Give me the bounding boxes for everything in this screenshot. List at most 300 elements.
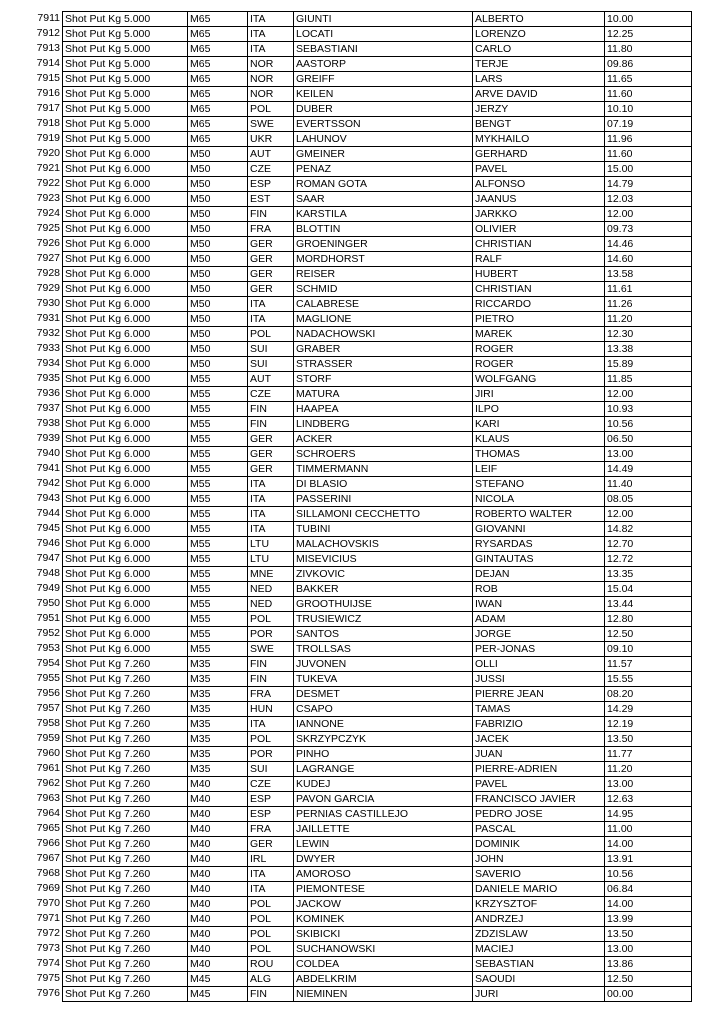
last-name-cell: KEILEN	[294, 87, 473, 102]
category-cell: M55	[188, 522, 248, 537]
category-cell: M55	[188, 477, 248, 492]
result-cell: 13.99	[605, 912, 692, 927]
last-name-cell: PENAZ	[294, 162, 473, 177]
table-row	[63, 657, 692, 672]
category-cell: M55	[188, 612, 248, 627]
category-cell: M35	[188, 672, 248, 687]
row-number: 7931	[36, 312, 60, 324]
result-cell: 14.95	[605, 807, 692, 822]
row-number: 7945	[36, 522, 60, 534]
last-name-cell: STORF	[294, 372, 473, 387]
row-number: 7969	[36, 882, 60, 894]
table-row	[63, 432, 692, 447]
nation-cell: POL	[248, 912, 294, 927]
row-number: 7924	[36, 207, 60, 219]
nation-cell: EST	[248, 192, 294, 207]
first-name-cell: JUAN	[473, 747, 605, 762]
result-cell: 14.82	[605, 522, 692, 537]
first-name-cell: ALFONSO	[473, 177, 605, 192]
nation-cell: FIN	[248, 207, 294, 222]
first-name-cell: KLAUS	[473, 432, 605, 447]
nation-cell: MNE	[248, 567, 294, 582]
result-cell: 10.10	[605, 102, 692, 117]
first-name-cell: STEFANO	[473, 477, 605, 492]
result-cell: 14.49	[605, 462, 692, 477]
table-row	[63, 642, 692, 657]
table-row	[63, 972, 692, 987]
nation-cell: FIN	[248, 672, 294, 687]
row-number: 7968	[36, 867, 60, 879]
event-cell: Shot Put Kg 6.000	[63, 432, 188, 447]
last-name-cell: GRABER	[294, 342, 473, 357]
category-cell: M55	[188, 597, 248, 612]
row-number-column	[0, 11, 62, 1001]
row-number: 7949	[36, 582, 60, 594]
event-cell: Shot Put Kg 7.260	[63, 687, 188, 702]
table-row	[63, 117, 692, 132]
nation-cell: GER	[248, 267, 294, 282]
event-cell: Shot Put Kg 6.000	[63, 342, 188, 357]
result-cell: 13.38	[605, 342, 692, 357]
last-name-cell: SKRZYPCZYK	[294, 732, 473, 747]
category-cell: M50	[188, 357, 248, 372]
event-cell: Shot Put Kg 7.260	[63, 807, 188, 822]
result-cell: 11.65	[605, 72, 692, 87]
nation-cell: ITA	[248, 12, 294, 27]
nation-cell: ESP	[248, 792, 294, 807]
last-name-cell: NIEMINEN	[294, 987, 473, 1002]
nation-cell: NOR	[248, 57, 294, 72]
nation-cell: CZE	[248, 162, 294, 177]
event-cell: Shot Put Kg 6.000	[63, 312, 188, 327]
nation-cell: GER	[248, 237, 294, 252]
nation-cell: IRL	[248, 852, 294, 867]
first-name-cell: WOLFGANG	[473, 372, 605, 387]
category-cell: M55	[188, 372, 248, 387]
last-name-cell: CALABRESE	[294, 297, 473, 312]
last-name-cell: LAGRANGE	[294, 762, 473, 777]
event-cell: Shot Put Kg 7.260	[63, 867, 188, 882]
result-cell: 12.00	[605, 387, 692, 402]
last-name-cell: SKIBICKI	[294, 927, 473, 942]
first-name-cell: TAMAS	[473, 702, 605, 717]
first-name-cell: RYSARDAS	[473, 537, 605, 552]
category-cell: M55	[188, 567, 248, 582]
first-name-cell: ANDRZEJ	[473, 912, 605, 927]
first-name-cell: SEBASTIAN	[473, 957, 605, 972]
first-name-cell: SAOUDI	[473, 972, 605, 987]
nation-cell: ITA	[248, 27, 294, 42]
table-row	[63, 312, 692, 327]
row-number: 7963	[36, 792, 60, 804]
event-cell: Shot Put Kg 6.000	[63, 447, 188, 462]
event-cell: Shot Put Kg 5.000	[63, 132, 188, 147]
category-cell: M55	[188, 582, 248, 597]
event-cell: Shot Put Kg 7.260	[63, 942, 188, 957]
result-cell: 12.80	[605, 612, 692, 627]
row-number: 7965	[36, 822, 60, 834]
event-cell: Shot Put Kg 6.000	[63, 552, 188, 567]
last-name-cell: GROENINGER	[294, 237, 473, 252]
category-cell: M65	[188, 87, 248, 102]
category-cell: M40	[188, 777, 248, 792]
last-name-cell: DUBER	[294, 102, 473, 117]
first-name-cell: RALF	[473, 252, 605, 267]
event-cell: Shot Put Kg 6.000	[63, 627, 188, 642]
row-number: 7939	[36, 432, 60, 444]
last-name-cell: DESMET	[294, 687, 473, 702]
first-name-cell: LORENZO	[473, 27, 605, 42]
table-row	[63, 867, 692, 882]
nation-cell: ITA	[248, 477, 294, 492]
nation-cell: ITA	[248, 42, 294, 57]
last-name-cell: LINDBERG	[294, 417, 473, 432]
last-name-cell: AMOROSO	[294, 867, 473, 882]
result-cell: 11.57	[605, 657, 692, 672]
row-number: 7917	[36, 102, 60, 114]
category-cell: M35	[188, 762, 248, 777]
result-cell: 13.00	[605, 942, 692, 957]
category-cell: M55	[188, 387, 248, 402]
nation-cell: LTU	[248, 552, 294, 567]
result-cell: 14.00	[605, 897, 692, 912]
first-name-cell: JIRI	[473, 387, 605, 402]
category-cell: M40	[188, 852, 248, 867]
row-number: 7955	[36, 672, 60, 684]
result-cell: 12.00	[605, 207, 692, 222]
event-cell: Shot Put Kg 6.000	[63, 492, 188, 507]
row-number: 7976	[36, 987, 60, 999]
nation-cell: NED	[248, 582, 294, 597]
event-cell: Shot Put Kg 7.260	[63, 762, 188, 777]
last-name-cell: JAILLETTE	[294, 822, 473, 837]
event-cell: Shot Put Kg 6.000	[63, 462, 188, 477]
row-number: 7964	[36, 807, 60, 819]
table-row	[63, 402, 692, 417]
first-name-cell: PER-JONAS	[473, 642, 605, 657]
row-number: 7918	[36, 117, 60, 129]
result-cell: 11.20	[605, 312, 692, 327]
last-name-cell: EVERTSSON	[294, 117, 473, 132]
first-name-cell: NICOLA	[473, 492, 605, 507]
result-cell: 11.60	[605, 87, 692, 102]
first-name-cell: THOMAS	[473, 447, 605, 462]
last-name-cell: SUCHANOWSKI	[294, 942, 473, 957]
event-cell: Shot Put Kg 7.260	[63, 747, 188, 762]
event-cell: Shot Put Kg 7.260	[63, 852, 188, 867]
table-row	[63, 747, 692, 762]
last-name-cell: LOCATI	[294, 27, 473, 42]
event-cell: Shot Put Kg 5.000	[63, 72, 188, 87]
table-row	[63, 732, 692, 747]
table-row	[63, 327, 692, 342]
result-cell: 15.89	[605, 357, 692, 372]
last-name-cell: LEWIN	[294, 837, 473, 852]
first-name-cell: ZDZISLAW	[473, 927, 605, 942]
category-cell: M40	[188, 867, 248, 882]
category-cell: M50	[188, 312, 248, 327]
category-cell: M50	[188, 297, 248, 312]
first-name-cell: KARI	[473, 417, 605, 432]
first-name-cell: PEDRO JOSE	[473, 807, 605, 822]
category-cell: M50	[188, 252, 248, 267]
event-cell: Shot Put Kg 5.000	[63, 102, 188, 117]
first-name-cell: IWAN	[473, 597, 605, 612]
row-number: 7925	[36, 222, 60, 234]
result-cell: 06.50	[605, 432, 692, 447]
last-name-cell: IANNONE	[294, 717, 473, 732]
event-cell: Shot Put Kg 7.260	[63, 792, 188, 807]
row-number: 7950	[36, 597, 60, 609]
nation-cell: FIN	[248, 417, 294, 432]
table-row	[63, 687, 692, 702]
table-row	[63, 177, 692, 192]
row-number: 7958	[36, 717, 60, 729]
row-number: 7922	[36, 177, 60, 189]
category-cell: M55	[188, 537, 248, 552]
last-name-cell: REISER	[294, 267, 473, 282]
event-cell: Shot Put Kg 5.000	[63, 12, 188, 27]
nation-cell: GER	[248, 432, 294, 447]
row-number: 7926	[36, 237, 60, 249]
last-name-cell: BAKKER	[294, 582, 473, 597]
event-cell: Shot Put Kg 7.260	[63, 912, 188, 927]
table-row	[63, 477, 692, 492]
table-row	[63, 762, 692, 777]
result-cell: 08.20	[605, 687, 692, 702]
result-cell: 12.00	[605, 507, 692, 522]
table-row	[63, 102, 692, 117]
table-row	[63, 957, 692, 972]
last-name-cell: HAAPEA	[294, 402, 473, 417]
event-cell: Shot Put Kg 7.260	[63, 657, 188, 672]
last-name-cell: AASTORP	[294, 57, 473, 72]
event-cell: Shot Put Kg 6.000	[63, 567, 188, 582]
first-name-cell: ROGER	[473, 357, 605, 372]
category-cell: M50	[188, 237, 248, 252]
result-cell: 09.86	[605, 57, 692, 72]
result-cell: 11.85	[605, 372, 692, 387]
event-cell: Shot Put Kg 6.000	[63, 507, 188, 522]
nation-cell: NOR	[248, 87, 294, 102]
event-cell: Shot Put Kg 7.260	[63, 837, 188, 852]
nation-cell: FIN	[248, 657, 294, 672]
nation-cell: SWE	[248, 117, 294, 132]
nation-cell: SUI	[248, 357, 294, 372]
last-name-cell: SCHMID	[294, 282, 473, 297]
row-number: 7946	[36, 537, 60, 549]
first-name-cell: KRZYSZTOF	[473, 897, 605, 912]
event-cell: Shot Put Kg 7.260	[63, 717, 188, 732]
nation-cell: CZE	[248, 387, 294, 402]
table-row	[63, 912, 692, 927]
row-number: 7953	[36, 642, 60, 654]
row-number: 7973	[36, 942, 60, 954]
result-cell: 14.29	[605, 702, 692, 717]
nation-cell: FIN	[248, 402, 294, 417]
row-number: 7940	[36, 447, 60, 459]
last-name-cell: CSAPO	[294, 702, 473, 717]
first-name-cell: MACIEJ	[473, 942, 605, 957]
event-cell: Shot Put Kg 6.000	[63, 582, 188, 597]
table-row	[63, 702, 692, 717]
table-row	[63, 882, 692, 897]
result-cell: 11.77	[605, 747, 692, 762]
table-row	[63, 417, 692, 432]
table-row	[63, 387, 692, 402]
last-name-cell: NADACHOWSKI	[294, 327, 473, 342]
first-name-cell: JARKKO	[473, 207, 605, 222]
result-cell: 14.00	[605, 837, 692, 852]
category-cell: M40	[188, 957, 248, 972]
row-number: 7936	[36, 387, 60, 399]
table-row	[63, 537, 692, 552]
event-cell: Shot Put Kg 5.000	[63, 42, 188, 57]
table-row	[63, 42, 692, 57]
last-name-cell: MAGLIONE	[294, 312, 473, 327]
result-cell: 10.56	[605, 417, 692, 432]
category-cell: M50	[188, 342, 248, 357]
row-number: 7915	[36, 72, 60, 84]
row-number: 7975	[36, 972, 60, 984]
row-number: 7932	[36, 327, 60, 339]
table-row	[63, 207, 692, 222]
table-row	[63, 567, 692, 582]
nation-cell: NED	[248, 597, 294, 612]
last-name-cell: STRASSER	[294, 357, 473, 372]
event-cell: Shot Put Kg 6.000	[63, 207, 188, 222]
table-row	[63, 237, 692, 252]
last-name-cell: DI BLASIO	[294, 477, 473, 492]
category-cell: M55	[188, 552, 248, 567]
category-cell: M65	[188, 42, 248, 57]
category-cell: M50	[188, 177, 248, 192]
table-row	[63, 462, 692, 477]
result-cell: 11.26	[605, 297, 692, 312]
row-number: 7913	[36, 42, 60, 54]
row-number: 7938	[36, 417, 60, 429]
event-cell: Shot Put Kg 6.000	[63, 402, 188, 417]
last-name-cell: KUDEJ	[294, 777, 473, 792]
last-name-cell: SEBASTIANI	[294, 42, 473, 57]
event-cell: Shot Put Kg 6.000	[63, 522, 188, 537]
last-name-cell: KARSTILA	[294, 207, 473, 222]
row-number: 7930	[36, 297, 60, 309]
nation-cell: SUI	[248, 762, 294, 777]
last-name-cell: GREIFF	[294, 72, 473, 87]
category-cell: M35	[188, 732, 248, 747]
row-number: 7916	[36, 87, 60, 99]
first-name-cell: DEJAN	[473, 567, 605, 582]
event-cell: Shot Put Kg 6.000	[63, 222, 188, 237]
result-cell: 10.93	[605, 402, 692, 417]
row-number: 7929	[36, 282, 60, 294]
nation-cell: SWE	[248, 642, 294, 657]
result-cell: 06.84	[605, 882, 692, 897]
row-number: 7942	[36, 477, 60, 489]
category-cell: M55	[188, 642, 248, 657]
event-cell: Shot Put Kg 7.260	[63, 822, 188, 837]
first-name-cell: JOHN	[473, 852, 605, 867]
nation-cell: POL	[248, 612, 294, 627]
category-cell: M50	[188, 327, 248, 342]
category-cell: M45	[188, 972, 248, 987]
first-name-cell: LARS	[473, 72, 605, 87]
nation-cell: ESP	[248, 177, 294, 192]
last-name-cell: SANTOS	[294, 627, 473, 642]
table-row	[63, 837, 692, 852]
last-name-cell: TRUSIEWICZ	[294, 612, 473, 627]
result-cell: 12.03	[605, 192, 692, 207]
category-cell: M40	[188, 792, 248, 807]
first-name-cell: BENGT	[473, 117, 605, 132]
event-cell: Shot Put Kg 7.260	[63, 732, 188, 747]
nation-cell: FRA	[248, 222, 294, 237]
category-cell: M65	[188, 12, 248, 27]
first-name-cell: ROBERTO WALTER	[473, 507, 605, 522]
event-cell: Shot Put Kg 6.000	[63, 177, 188, 192]
nation-cell: ROU	[248, 957, 294, 972]
table-row	[63, 342, 692, 357]
last-name-cell: SILLAMONI CECCHETTO	[294, 507, 473, 522]
last-name-cell: TUKEVA	[294, 672, 473, 687]
first-name-cell: CARLO	[473, 42, 605, 57]
row-number: 7960	[36, 747, 60, 759]
first-name-cell: PIETRO	[473, 312, 605, 327]
event-cell: Shot Put Kg 5.000	[63, 87, 188, 102]
table-row	[63, 582, 692, 597]
row-number: 7974	[36, 957, 60, 969]
row-number: 7911	[37, 12, 60, 24]
first-name-cell: GIOVANNI	[473, 522, 605, 537]
row-number: 7923	[36, 192, 60, 204]
category-cell: M65	[188, 102, 248, 117]
nation-cell: ITA	[248, 507, 294, 522]
table-row	[63, 927, 692, 942]
last-name-cell: TIMMERMANN	[294, 462, 473, 477]
table-row	[63, 147, 692, 162]
result-cell: 13.58	[605, 267, 692, 282]
last-name-cell: ZIVKOVIC	[294, 567, 473, 582]
nation-cell: ITA	[248, 867, 294, 882]
table-row	[63, 822, 692, 837]
last-name-cell: JACKOW	[294, 897, 473, 912]
row-number: 7952	[36, 627, 60, 639]
table-row	[63, 132, 692, 147]
first-name-cell: ALBERTO	[473, 12, 605, 27]
first-name-cell: FABRIZIO	[473, 717, 605, 732]
table-row	[63, 297, 692, 312]
row-number: 7921	[36, 162, 60, 174]
table-row	[63, 807, 692, 822]
nation-cell: GER	[248, 282, 294, 297]
event-cell: Shot Put Kg 6.000	[63, 327, 188, 342]
category-cell: M40	[188, 882, 248, 897]
table-row	[63, 612, 692, 627]
category-cell: M50	[188, 162, 248, 177]
result-cell: 11.61	[605, 282, 692, 297]
result-cell: 13.44	[605, 597, 692, 612]
first-name-cell: ILPO	[473, 402, 605, 417]
last-name-cell: PASSERINI	[294, 492, 473, 507]
event-cell: Shot Put Kg 5.000	[63, 27, 188, 42]
last-name-cell: PERNIAS CASTILLEJO	[294, 807, 473, 822]
category-cell: M35	[188, 657, 248, 672]
first-name-cell: JERZY	[473, 102, 605, 117]
category-cell: M65	[188, 57, 248, 72]
row-number: 7935	[36, 372, 60, 384]
category-cell: M65	[188, 27, 248, 42]
